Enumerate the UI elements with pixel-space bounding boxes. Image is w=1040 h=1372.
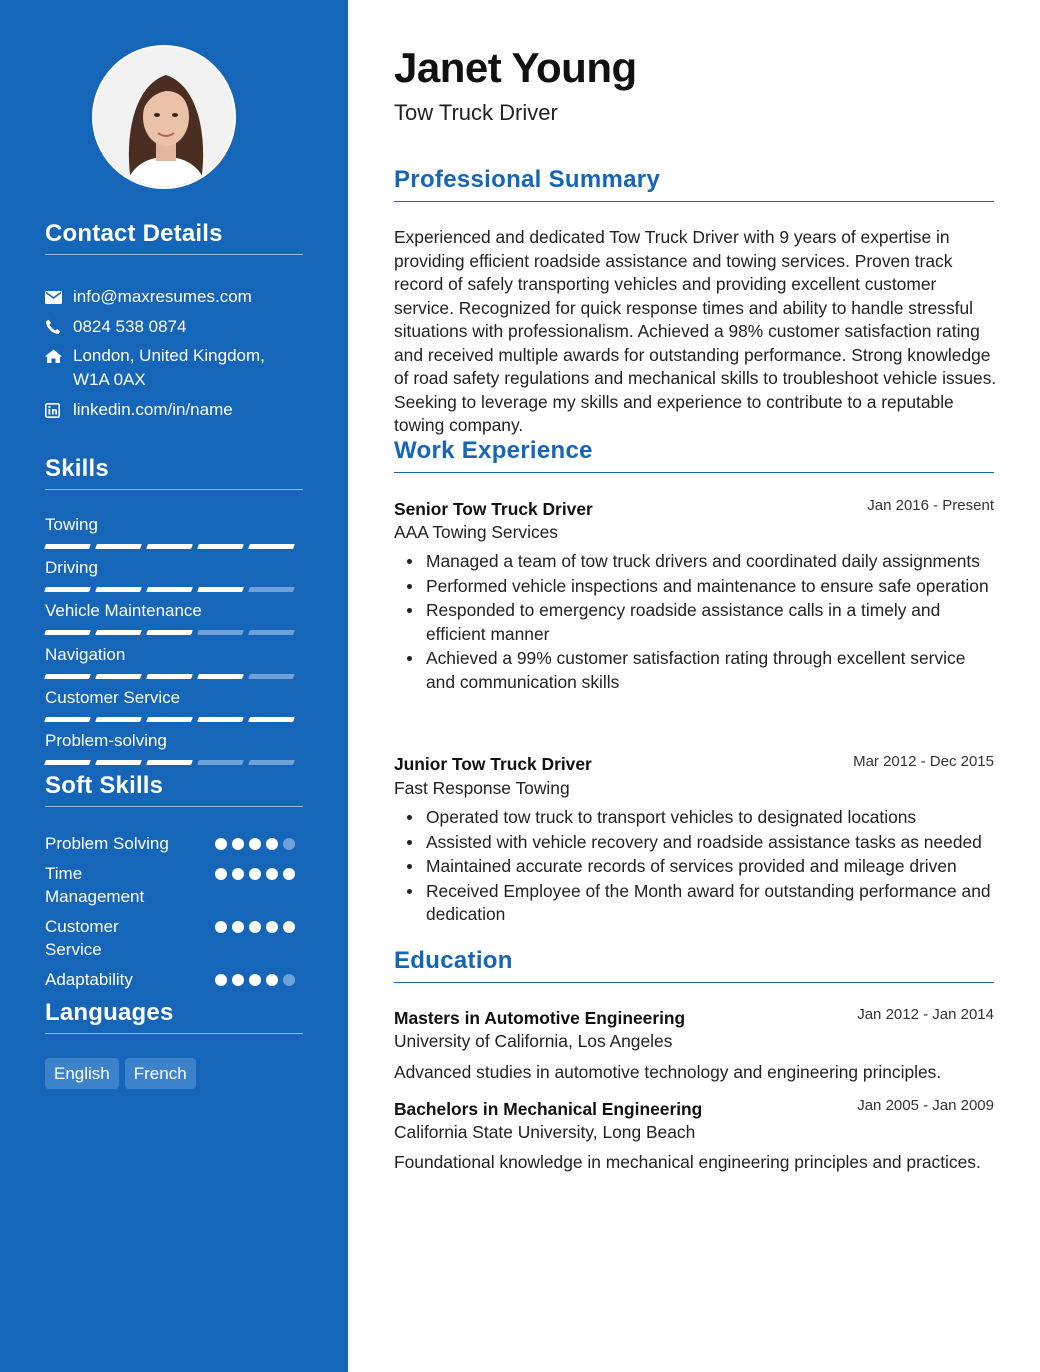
job-date: Jan 2016 - Present [867, 497, 994, 514]
contact-linkedin-text: linkedin.com/in/name [73, 400, 233, 419]
education-degree: Bachelors in Mechanical Engineering [394, 1099, 703, 1119]
skill-level-segment [146, 760, 193, 765]
list-item: Responded to emergency roadside assistance calls in a timely and efficient manner [394, 599, 994, 646]
list-item: Maintained accurate records of services provided and mileage driven [394, 855, 994, 879]
contact-email[interactable] [45, 285, 303, 309]
skill-level-segment [248, 674, 295, 679]
job-title: Junior Tow Truck Driver [394, 754, 592, 774]
skill-problem-solving [45, 730, 303, 765]
soft-skill-dot [283, 974, 295, 986]
soft-skill-dot [249, 838, 261, 850]
job-company: Fast Response Towing [394, 778, 570, 798]
soft-skill-label: Time Management [45, 864, 145, 906]
skill-level-bar [45, 674, 303, 679]
summary-text: Experienced and dedicated Tow Truck Driver with 9 years of expertise in providing efficient roadside assistance and towing services. Proven track record of safely transporting vehicles and providing excellent customer service. Recognized for quick response times and ability to handle stressful situations with professionalism. Achieved a 98% customer satisfaction rating and received multiple awards for outstanding performance. Strong knowledge of road safety regulations and mechanical skills to troubleshoot vehicle issues. Seeking to leverage my skills and experience to contribute to a reputable towing company. [394, 227, 997, 435]
skill-level-segment [248, 587, 295, 592]
candidate-role: Tow Truck Driver [394, 100, 558, 125]
soft-skill-label: Adaptability [45, 970, 133, 989]
list-item: Performed vehicle inspections and maintenance to ensure safe operation [394, 575, 994, 599]
education-degree: Masters in Automotive Engineering [394, 1008, 686, 1028]
job-date: Mar 2012 - Dec 2015 [853, 753, 994, 770]
skill-level-segment [248, 760, 295, 765]
languages-heading: Languages [45, 999, 303, 1034]
skill-level-segment [146, 587, 193, 592]
education-school: University of California, Los Angeles [394, 1031, 673, 1051]
skill-level-segment [197, 544, 244, 549]
summary-heading: Professional Summary [394, 166, 994, 202]
skill-level-segment [146, 674, 193, 679]
list-item: Achieved a 99% customer satisfaction rating through excellent service and communication skills [394, 647, 994, 694]
soft-skill-dot [266, 868, 278, 880]
education-heading: Education [394, 947, 994, 983]
skill-level-segment [146, 544, 193, 549]
contact-phone-text: 0824 538 0874 [73, 317, 187, 336]
skill-level-bar [45, 760, 303, 765]
soft-skill-dot [266, 921, 278, 933]
education-description: Foundational knowledge in mechanical engineering principles and practices. [394, 1152, 981, 1172]
soft-skill-dot [215, 868, 227, 880]
skill-level-segment [248, 544, 295, 549]
skill-level-segment [197, 717, 244, 722]
skill-towing [45, 514, 303, 549]
list-item: Operated tow truck to transport vehicles to designated locations [394, 806, 994, 830]
language-list [45, 1058, 196, 1089]
soft-skill-dot [266, 838, 278, 850]
soft-skill-label: Problem Solving [45, 834, 169, 853]
skill-level-segment [44, 760, 91, 765]
avatar [92, 45, 236, 189]
list-item: Assisted with vehicle recovery and roadside assistance tasks as needed [394, 831, 994, 855]
skill-label: Vehicle Maintenance [45, 601, 202, 620]
skill-level-segment [146, 717, 193, 722]
skill-level-bar [45, 630, 303, 635]
skill-level-segment [95, 674, 142, 679]
skill-level-bar [45, 717, 303, 722]
contact-address [45, 344, 303, 392]
soft-skill-dots [215, 921, 295, 933]
education-date: Jan 2012 - Jan 2014 [857, 1006, 994, 1023]
language-chip-english: English [45, 1058, 119, 1089]
skill-level-segment [44, 717, 91, 722]
home-icon [45, 344, 73, 368]
phone-icon [45, 315, 73, 339]
list-item: Received Employee of the Month award for outstanding performance and dedication [394, 880, 994, 927]
education-date: Jan 2005 - Jan 2009 [857, 1097, 994, 1114]
skill-level-segment [44, 630, 91, 635]
soft-skill-dots [215, 838, 295, 850]
contact-phone[interactable] [45, 315, 303, 339]
experience-heading: Work Experience [394, 437, 994, 473]
skill-level-segment [95, 760, 142, 765]
contact-address-text: London, United Kingdom, W1A 0AX [73, 346, 265, 389]
soft-skill-label: Customer Service [45, 917, 119, 959]
soft-skill-dot [215, 838, 227, 850]
linkedin-icon [45, 398, 73, 422]
education-description: Advanced studies in automotive technology and engineering principles. [394, 1062, 942, 1082]
soft-skill-dot [249, 921, 261, 933]
skill-label: Navigation [45, 645, 126, 664]
soft-skill-dots [215, 868, 295, 880]
skill-level-segment [197, 630, 244, 635]
job-company: AAA Towing Services [394, 522, 559, 542]
skill-driving [45, 557, 303, 592]
skill-level-bar [45, 587, 303, 592]
email-icon [45, 285, 73, 309]
soft-skill-dot [283, 838, 295, 850]
soft-skill-dot [232, 868, 244, 880]
skill-level-segment [44, 544, 91, 549]
contact-email-text: info@maxresumes.com [73, 287, 252, 306]
skill-label: Towing [45, 515, 98, 534]
list-item: Managed a team of tow truck drivers and coordinated daily assignments [394, 550, 994, 574]
candidate-name: Janet Young [394, 44, 637, 91]
soft-skill-dot [283, 921, 295, 933]
skill-level-bar [45, 544, 303, 549]
soft-skill-dot [215, 974, 227, 986]
skill-level-segment [197, 674, 244, 679]
education-school: California State University, Long Beach [394, 1122, 696, 1142]
skill-label: Customer Service [45, 688, 181, 707]
skill-level-segment [248, 717, 295, 722]
skill-navigation [45, 644, 303, 679]
soft-skill-dot [232, 974, 244, 986]
job-bullets [394, 806, 994, 928]
skill-label: Problem-solving [45, 731, 167, 750]
skill-label: Driving [45, 558, 98, 577]
skill-level-segment [197, 587, 244, 592]
soft-skill-dot [249, 974, 261, 986]
skill-level-segment [44, 587, 91, 592]
job-bullets [394, 550, 994, 695]
skill-level-segment [95, 587, 142, 592]
soft-skill-dot [215, 921, 227, 933]
language-chip-french: French [125, 1058, 196, 1089]
job-title: Senior Tow Truck Driver [394, 499, 593, 519]
skill-level-segment [44, 674, 91, 679]
contact-linkedin[interactable] [45, 398, 303, 422]
soft-skill-dot [249, 868, 261, 880]
sidebar [0, 0, 348, 1372]
skill-level-segment [248, 630, 295, 635]
soft-skills-heading: Soft Skills [45, 772, 303, 807]
contact-heading: Contact Details [45, 220, 303, 255]
skill-level-segment [95, 544, 142, 549]
skill-level-segment [197, 760, 244, 765]
soft-skill-dot [283, 868, 295, 880]
skills-heading: Skills [45, 455, 303, 490]
skill-vehicle-maintenance [45, 600, 303, 635]
skill-level-segment [95, 717, 142, 722]
soft-skill-dot [232, 838, 244, 850]
soft-skill-dot [266, 974, 278, 986]
skill-level-segment [146, 630, 193, 635]
portrait-image [94, 47, 236, 189]
soft-skill-dot [232, 921, 244, 933]
skill-level-segment [95, 630, 142, 635]
skill-customer-service [45, 687, 303, 722]
soft-skill-dots [215, 974, 295, 986]
